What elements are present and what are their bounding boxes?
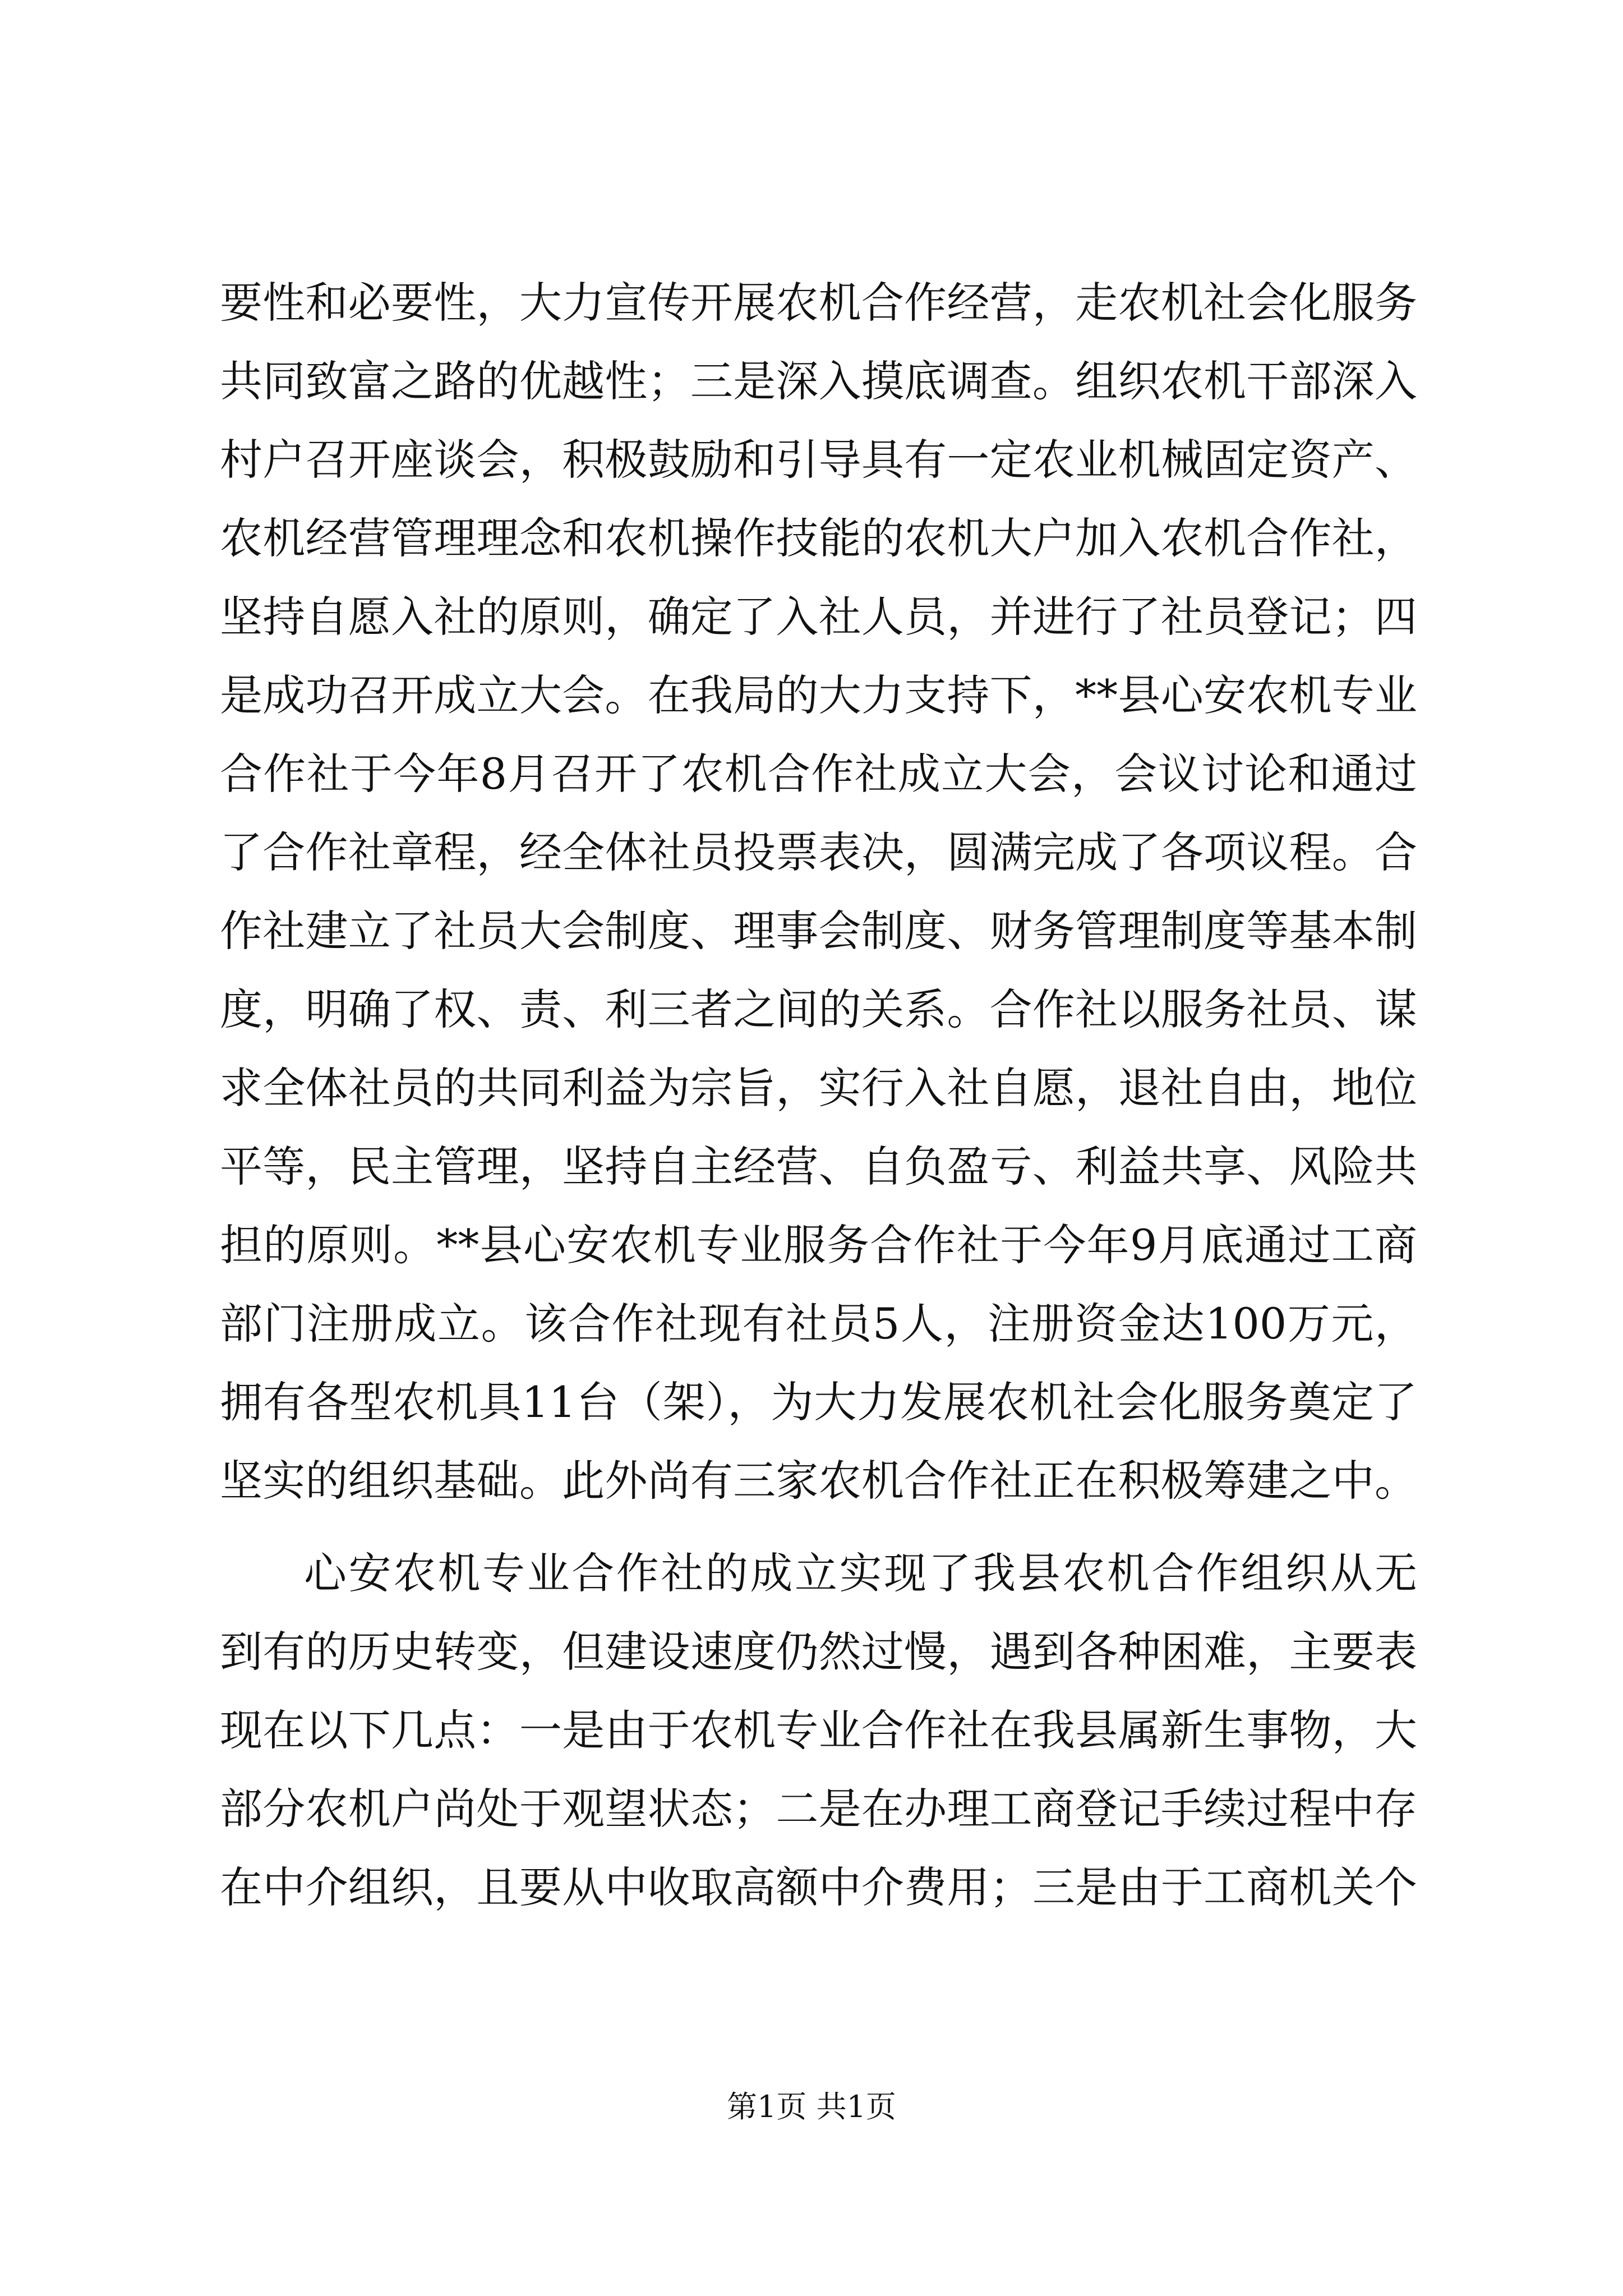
text-line: 在中介组织，且要从中收取高额中介费用；三是由于工商机关个 — [220, 1862, 1417, 1912]
page-number-label: 第1页 共1页 — [727, 2089, 896, 2124]
text-line: 是成功召开成立大会。在我局的大力支持下，**县心安农机专业 — [220, 670, 1417, 720]
text-line: 农机经营管理理念和农机操作技能的农机大户加入农机合作社， — [220, 513, 1417, 563]
text-line: 共同致富之路的优越性；三是深入摸底调查。组织农机干部深入 — [220, 356, 1417, 406]
text-line: 要性和必要性，大力宣传开展农机合作经营，走农机社会化服务 — [220, 278, 1417, 328]
text-line: 担的原则。**县心安农机专业服务合作社于今年9月底通过工商 — [220, 1220, 1417, 1270]
text-line: 作社建立了社员大会制度、理事会制度、财务管理制度等基本制 — [220, 906, 1417, 956]
text-line: 坚持自愿入社的原则，确定了入社人员，并进行了社员登记；四 — [220, 592, 1417, 642]
paragraph-first-line: 心安农机专业合作社的成立实现了我县农机合作组织从无 — [304, 1548, 1417, 1598]
page-footer — [0, 2085, 1623, 2129]
text-line: 合作社于今年8月召开了农机合作社成立大会，会议讨论和通过 — [220, 749, 1417, 799]
text-line: 坚实的组织基础。此外尚有三家农机合作社正在积极筹建之中。 — [220, 1456, 1417, 1506]
text-line: 部分农机户尚处于观望状态；二是在办理工商登记手续过程中存 — [220, 1784, 1417, 1834]
text-line: 现在以下几点：一是由于农机专业合作社在我县属新生事物，大 — [220, 1705, 1417, 1755]
text-line: 了合作社章程，经全体社员投票表决，圆满完成了各项议程。合 — [220, 827, 1417, 877]
text-line: 到有的历史转变，但建设速度仍然过慢，遇到各种困难，主要表 — [220, 1627, 1417, 1677]
text-line: 拥有各型农机具11台（架），为大力发展农机社会化服务奠定了 — [220, 1377, 1417, 1427]
text-line: 平等，民主管理，坚持自主经营、自负盈亏、利益共享、风险共 — [220, 1142, 1417, 1191]
text-line: 部门注册成立。该合作社现有社员5人，注册资金达100万元， — [220, 1299, 1417, 1349]
text-line: 村户召开座谈会，积极鼓励和引导具有一定农业机械固定资产、 — [220, 435, 1417, 485]
text-line: 求全体社员的共同利益为宗旨，实行入社自愿，退社自由，地位 — [220, 1063, 1417, 1113]
text-line: 度，明确了权、责、利三者之间的关系。合作社以服务社员、谋 — [220, 984, 1417, 1034]
